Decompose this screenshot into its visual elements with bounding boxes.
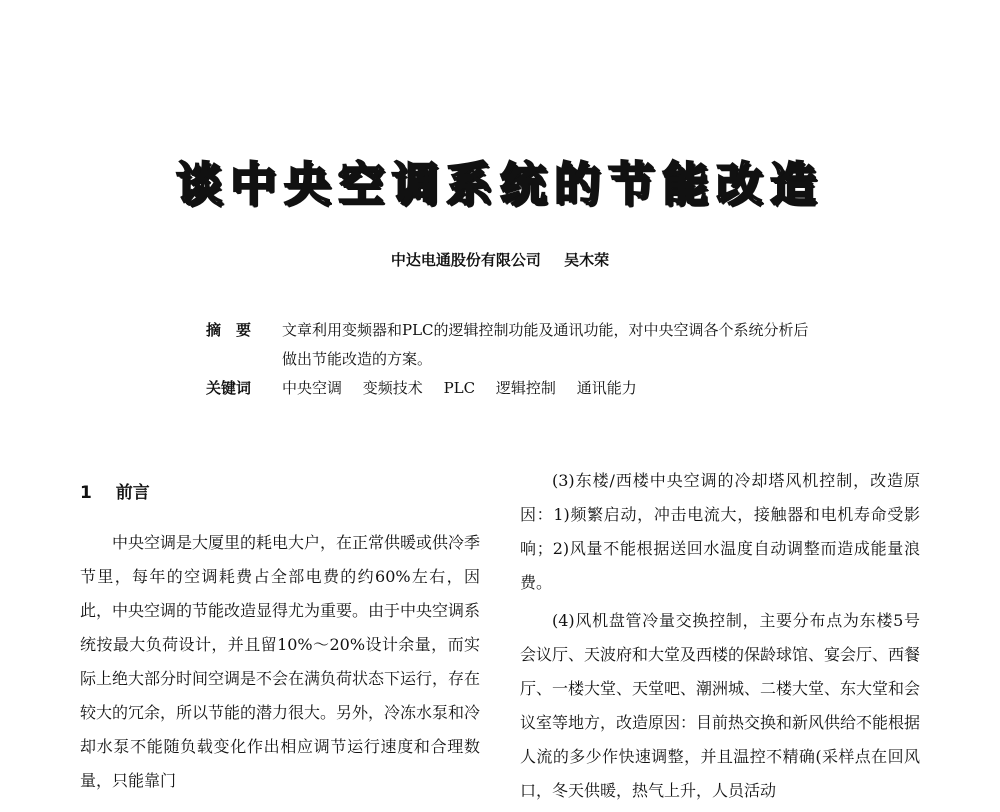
abstract-row (206, 316, 816, 374)
author-line (0, 250, 1000, 270)
abstract-label: 摘 要 (206, 321, 252, 339)
author-name: 吴木荣 (564, 251, 610, 269)
keywords-label: 关键词 (206, 379, 252, 397)
abstract-text: 文章利用变频器和PLC的逻辑控制功能及通讯功能，对中央空调各个系统分析后做出节能改造的方案。 (282, 321, 809, 368)
section-heading (80, 476, 480, 510)
paper-title: 谈中央空调系统的节能改造 (176, 157, 824, 211)
keyword: 通讯能力 (576, 379, 637, 397)
author-organization: 中达电通股份有限公司 (390, 251, 541, 269)
left-column (80, 464, 480, 802)
keyword: PLC (443, 379, 476, 397)
abstract-block (206, 316, 816, 403)
keyword: 中央空调 (282, 379, 343, 397)
body-paragraph: (4)风机盘管冷量交换控制，主要分布点为东楼5号会议厅、天波府和大堂及西楼的保龄球馆、宴会厅、西餐厅、一楼大堂、天堂吧、潮洲城、二楼大堂、东大堂和会议室等地方，改造原因：目前热交换和新风供给不能根据人流的多少作快速调整，并且温控不精确(采样点在回风口，冬天供暖，热气上升，人员活动 (520, 611, 921, 800)
keywords-list (282, 374, 816, 403)
section-number: 1 (80, 483, 92, 503)
keywords-row (206, 374, 816, 403)
right-column (520, 464, 920, 812)
keyword: 逻辑控制 (495, 379, 556, 397)
body-paragraph: 中央空调是大厦里的耗电大户，在正常供暖或供冷季节里，每年的空调耗费占全部电费的约60%左右，因此，中央空调的节能改造显得尤为重要。由于中央空调系统按最大负荷设计，并且留10%～20%设计余量，而实际上绝大部分时间空调是不会在满负荷状态下运行，存在较大的冗余，所以节能的潜力很大。另外，冷冻水泵和冷却水泵不能随负载变化作出相应调节运行速度和合理数量，只能靠门 (80, 533, 481, 790)
body-paragraph: (3)东楼/西楼中央空调的冷却塔风机控制，改造原因：1)频繁启动，冲击电流大，接触器和电机寿命受影响；2)风量不能根据送回水温度自动调整而造成能量浪费。 (520, 471, 920, 592)
section-title: 前言 (115, 483, 150, 503)
keyword: 变频技术 (362, 379, 423, 397)
